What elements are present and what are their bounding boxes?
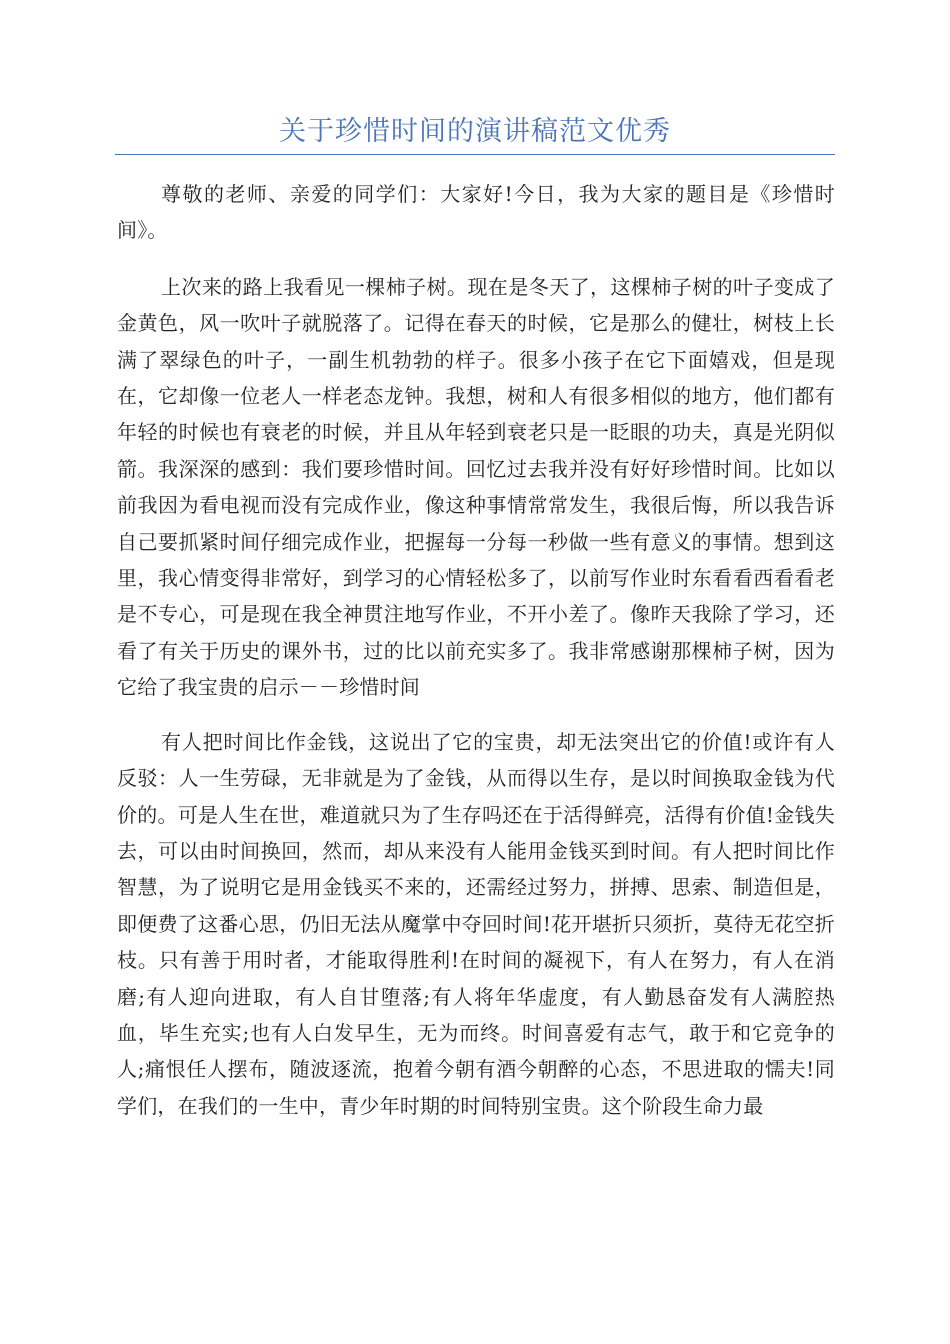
paragraph-persimmon-tree: 上次来的路上我看见一棵柿子树。现在是冬天了，这棵柿子树的叶子变成了金黄色，风一吹叶子就脱落了。记得在春天的时候，它是那么的健壮，树枝上长满了翠绿色的叶子，一副生机勃勃的样子。很多小孩子在它下面嬉戏，但是现在，它却像一位老人一样老态龙钟。我想，树和人有很多相似的地方，他们都有年轻的时候也有衰老的时候，并且从年轻到衰老只是一眨眼的功夫，真是光阴似箭。我深深的感到：我们要珍惜时间。回忆过去我并没有好好珍惜时间。比如以前我因为看电视而没有完成作业，像这种事情常常发生，我很后悔，所以我告诉自己要抓紧时间仔细完成作业，把握每一分每一秒做一些有意义的事情。想到这里，我心情变得非常好，到学习的心情轻松多了，以前写作业时东看看西看看老是不专心，可是现在我全神贯注地写作业，不开小差了。像昨天我除了学习，还看了有关于历史的课外书，过的比以前充实多了。我非常感谢那棵柿子树，因为它给了我宝贵的启示－－珍惜时间 bbox=[117, 274, 835, 700]
paragraph-greeting: 尊敬的老师、亲爱的同学们：大家好!今日，我为大家的题目是《珍惜时间》。 bbox=[117, 182, 835, 243]
paragraph-time-value: 有人把时间比作金钱，这说出了它的宝贵，却无法突出它的价值!或许有人反驳：人一生劳碌，无非就是为了金钱，从而得以生存，是以时间换取金钱为代价的。可是人生在世，难道就只为了生存吗还在于活得鲜亮，活得有价值!金钱失去，可以由时间换回，然而，却从来没有人能用金钱买到时间。有人把时间比作智慧，为了说明它是用金钱买不来的，还需经过努力，拼搏、思索、制造但是，即便费了这番心思，仍旧无法从魔掌中夺回时间!花开堪折只须折，莫待无花空折枝。只有善于用时者，才能取得胜利!在时间的凝视下，有人在努力，有人在消磨;有人迎向进取，有人自甘堕落;有人将年华虚度，有人勤恳奋发有人满腔热血，毕生充实;也有人白发早生，无为而终。时间喜爱有志气，敢于和它竞争的人;痛恨任人摆布，随波逐流，抱着今朝有酒今朝醉的心态，不思进取的懦夫!同学们，在我们的一生中，青少年时期的时间特别宝贵。这个阶段生命力最 bbox=[117, 729, 835, 1118]
title-underline bbox=[115, 154, 835, 155]
document-title: 关于珍惜时间的演讲稿范文优秀 bbox=[279, 116, 671, 147]
document-body bbox=[117, 176, 835, 1142]
